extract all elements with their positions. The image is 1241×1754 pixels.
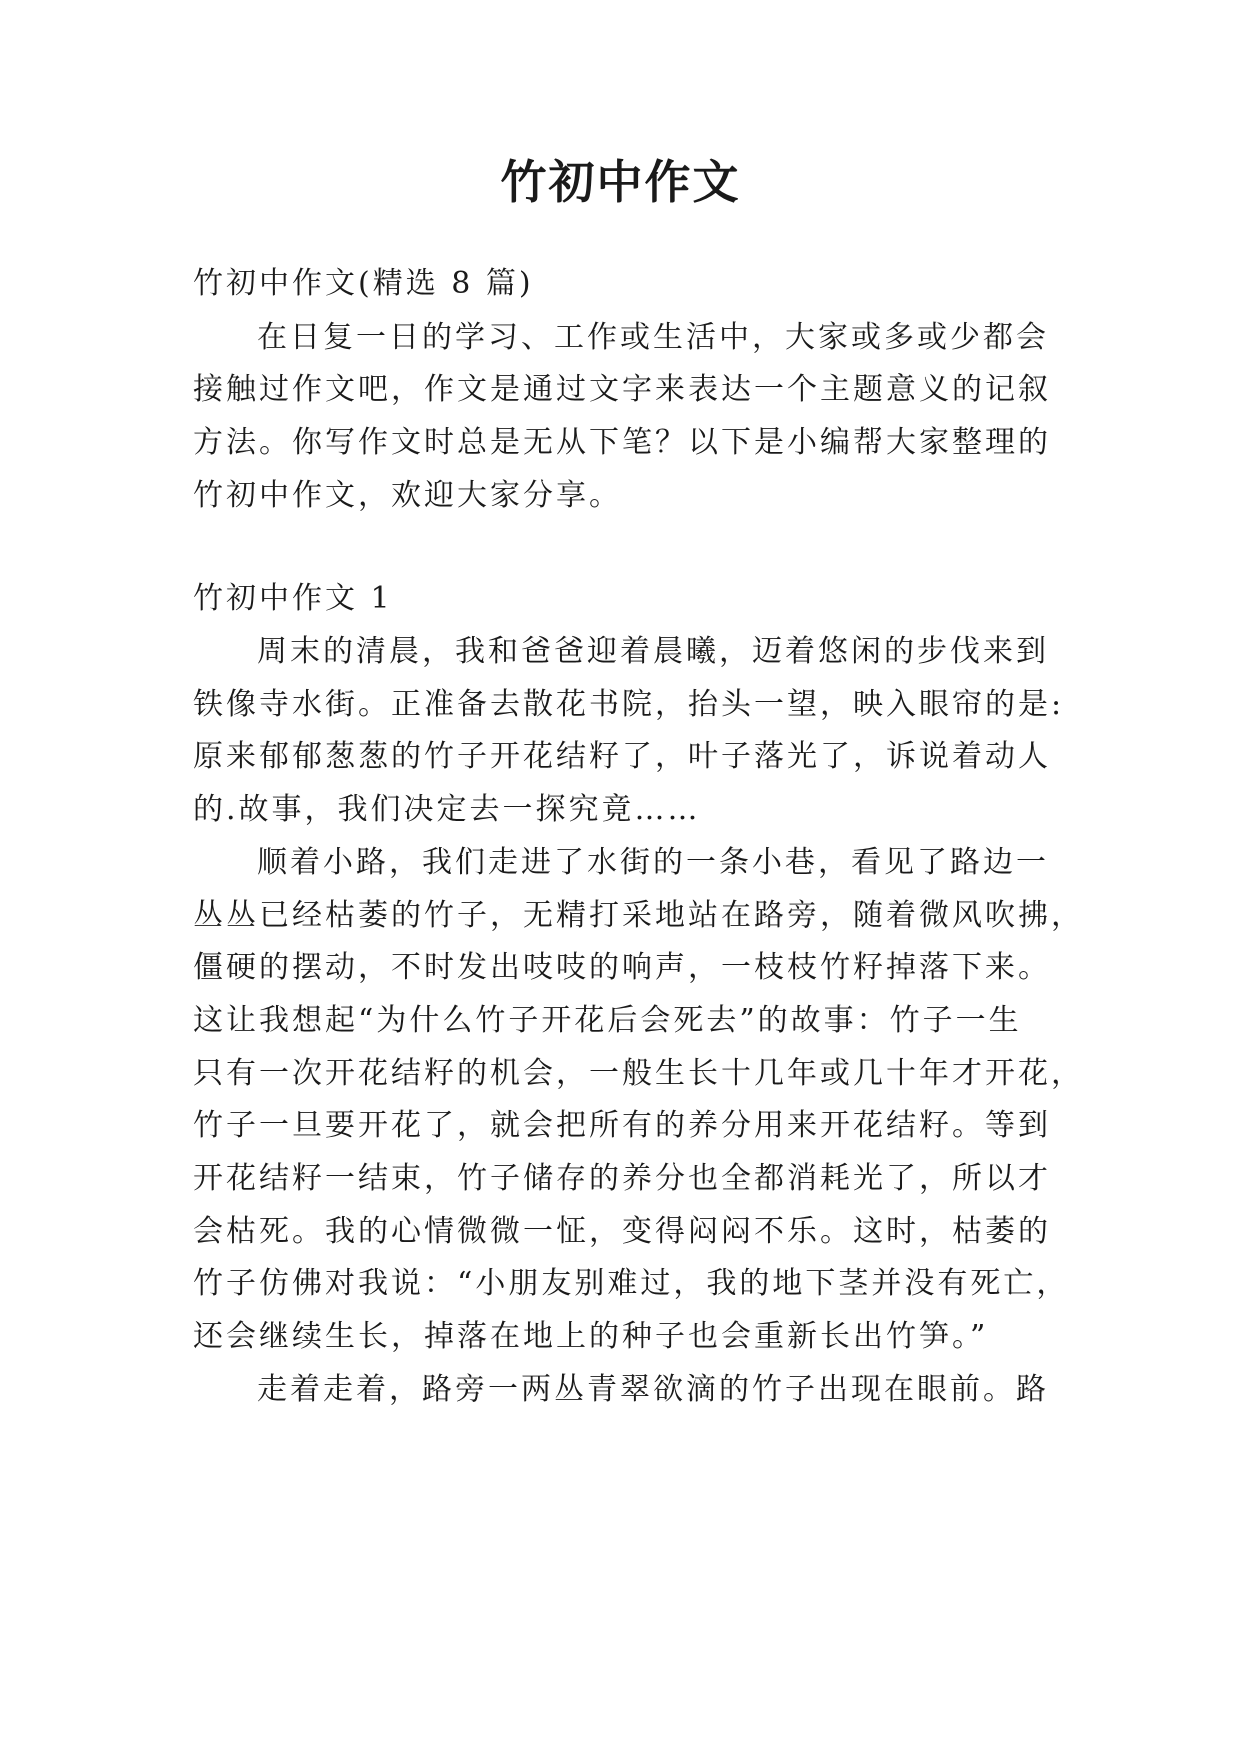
subtitle: 竹初中作文(精选 8 篇)	[193, 266, 534, 301]
intro-line: 竹初中作文，欢迎大家分享。	[193, 478, 622, 513]
paragraph-line: 开花结籽一结束，竹子储存的养分也全都消耗光了，所以才	[193, 1161, 1051, 1196]
intro-line: 接触过作文吧，作文是通过文字来表达一个主题意义的记叙	[193, 372, 1051, 407]
paragraph-line: 会枯死。我的心情微微一怔，变得闷闷不乐。这时，枯萎的	[193, 1214, 1051, 1249]
paragraph-line: 这让我想起“为什么竹子开花后会死去”的故事：竹子一生	[193, 1003, 1022, 1038]
paragraph-line: 只有一次开花结籽的机会，一般生长十几年或几十年才开花，	[193, 1056, 1084, 1091]
essay-heading: 竹初中作文 1	[193, 581, 393, 616]
paragraph-line: 原来郁郁葱葱的竹子开花结籽了，叶子落光了，诉说着动人	[193, 739, 1051, 774]
paragraph-line: 顺着小路，我们走进了水街的一条小巷，看见了路边一	[257, 845, 1049, 880]
paragraph-line: 铁像寺水街。正准备去散花书院，抬头一望，映入眼帘的是:	[193, 687, 1065, 722]
paragraph-line: 竹子一旦要开花了，就会把所有的养分用来开花结籽。等到	[193, 1108, 1051, 1143]
paragraph-line: 周末的清晨，我和爸爸迎着晨曦，迈着悠闲的步伐来到	[257, 634, 1049, 669]
paragraph-line: 竹子仿佛对我说：“小朋友别难过，我的地下茎并没有死亡，	[193, 1266, 1070, 1301]
intro-line: 方法。你写作文时总是无从下笔？以下是小编帮大家整理的	[193, 425, 1051, 460]
paragraph-line: 的.故事，我们决定去一探究竟……	[193, 792, 701, 827]
paragraph-line: 丛丛已经枯萎的竹子，无精打采地站在路旁，随着微风吹拂，	[193, 898, 1084, 933]
paragraph-line: 僵硬的摆动，不时发出吱吱的响声，一枝枝竹籽掉落下来。	[193, 950, 1051, 985]
page-title: 竹初中作文	[500, 155, 741, 209]
paragraph-line: 还会继续生长，掉落在地上的种子也会重新长出竹笋。”	[193, 1319, 989, 1354]
paragraph-line: 走着走着，路旁一两丛青翠欲滴的竹子出现在眼前。路	[257, 1372, 1049, 1407]
intro-line: 在日复一日的学习、工作或生活中，大家或多或少都会	[257, 320, 1049, 355]
